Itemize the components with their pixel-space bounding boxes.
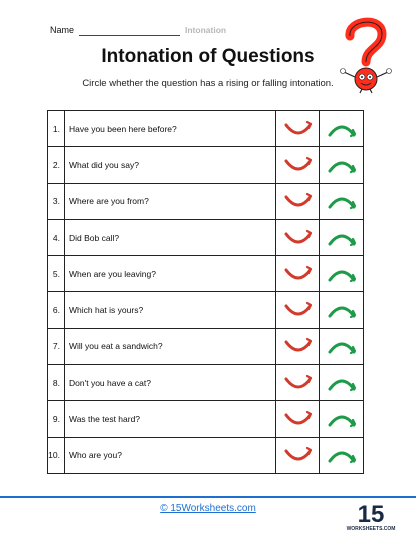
rising-option[interactable] (276, 111, 320, 147)
instructions: Circle whether the question has a rising or falling intonation. (82, 78, 334, 89)
question-number: 6. (48, 292, 65, 328)
falling-option[interactable] (320, 256, 364, 292)
falling-arrow-icon (327, 192, 357, 210)
question-number: 8. (48, 365, 65, 401)
page-title: Intonation of Questions (101, 46, 315, 67)
rising-option[interactable] (276, 147, 320, 183)
question-text: Was the test hard? (65, 401, 276, 437)
question-row (48, 328, 364, 364)
falling-arrow-icon (327, 410, 357, 428)
rising-arrow-icon (283, 156, 313, 174)
question-text: Have you been here before? (65, 111, 276, 147)
footer-bar (0, 496, 416, 498)
falling-option[interactable] (320, 437, 364, 473)
rising-arrow-icon (283, 120, 313, 138)
question-number: 4. (48, 219, 65, 255)
rising-arrow-icon (283, 446, 313, 464)
falling-option[interactable] (320, 292, 364, 328)
falling-option[interactable] (320, 111, 364, 147)
falling-option[interactable] (320, 365, 364, 401)
falling-option[interactable] (320, 401, 364, 437)
falling-option[interactable] (320, 219, 364, 255)
falling-option[interactable] (320, 183, 364, 219)
rising-arrow-icon (283, 410, 313, 428)
rising-option[interactable] (276, 292, 320, 328)
question-number: 5. (48, 256, 65, 292)
rising-option[interactable] (276, 219, 320, 255)
rising-arrow-icon (283, 192, 313, 210)
rising-option[interactable] (276, 365, 320, 401)
question-text: Which hat is yours? (65, 292, 276, 328)
falling-option[interactable] (320, 328, 364, 364)
falling-arrow-icon (327, 120, 357, 138)
rising-option[interactable] (276, 328, 320, 364)
question-row (48, 292, 364, 328)
question-number: 9. (48, 401, 65, 437)
falling-arrow-icon (327, 337, 357, 355)
question-row (48, 437, 364, 473)
name-line[interactable] (79, 35, 180, 36)
question-number: 3. (48, 183, 65, 219)
worksheets-logo-icon (346, 500, 396, 532)
topic-label: Intonation (185, 25, 227, 35)
question-row (48, 147, 364, 183)
question-row (48, 183, 364, 219)
question-number: 7. (48, 328, 65, 364)
questions-table (47, 110, 364, 474)
question-text: Who are you? (65, 437, 276, 473)
footer-copyright[interactable]: © 15Worksheets.com (160, 503, 256, 514)
question-text: What did you say? (65, 147, 276, 183)
falling-option[interactable] (320, 147, 364, 183)
rising-arrow-icon (283, 337, 313, 355)
rising-arrow-icon (283, 229, 313, 247)
rising-option[interactable] (276, 437, 320, 473)
rising-arrow-icon (283, 374, 313, 392)
question-number: 10. (48, 437, 65, 473)
question-row (48, 256, 364, 292)
question-row (48, 365, 364, 401)
falling-arrow-icon (327, 156, 357, 174)
rising-option[interactable] (276, 401, 320, 437)
question-text: Will you eat a sandwich? (65, 328, 276, 364)
logo-text: WORKSHEETS.COM (346, 526, 396, 532)
question-number: 2. (48, 147, 65, 183)
question-row (48, 219, 364, 255)
rising-option[interactable] (276, 256, 320, 292)
logo-number: 15 (357, 501, 385, 528)
rising-arrow-icon (283, 301, 313, 319)
question-number: 1. (48, 111, 65, 147)
question-text: When are you leaving? (65, 256, 276, 292)
question-text: Did Bob call? (65, 219, 276, 255)
falling-arrow-icon (327, 229, 357, 247)
question-text: Don't you have a cat? (65, 365, 276, 401)
question-row (48, 401, 364, 437)
rising-option[interactable] (276, 183, 320, 219)
falling-arrow-icon (327, 374, 357, 392)
falling-arrow-icon (327, 446, 357, 464)
falling-arrow-icon (327, 265, 357, 283)
question-row (48, 111, 364, 147)
question-text: Where are you from? (65, 183, 276, 219)
rising-arrow-icon (283, 265, 313, 283)
name-label: Name (50, 25, 75, 35)
falling-arrow-icon (327, 301, 357, 319)
